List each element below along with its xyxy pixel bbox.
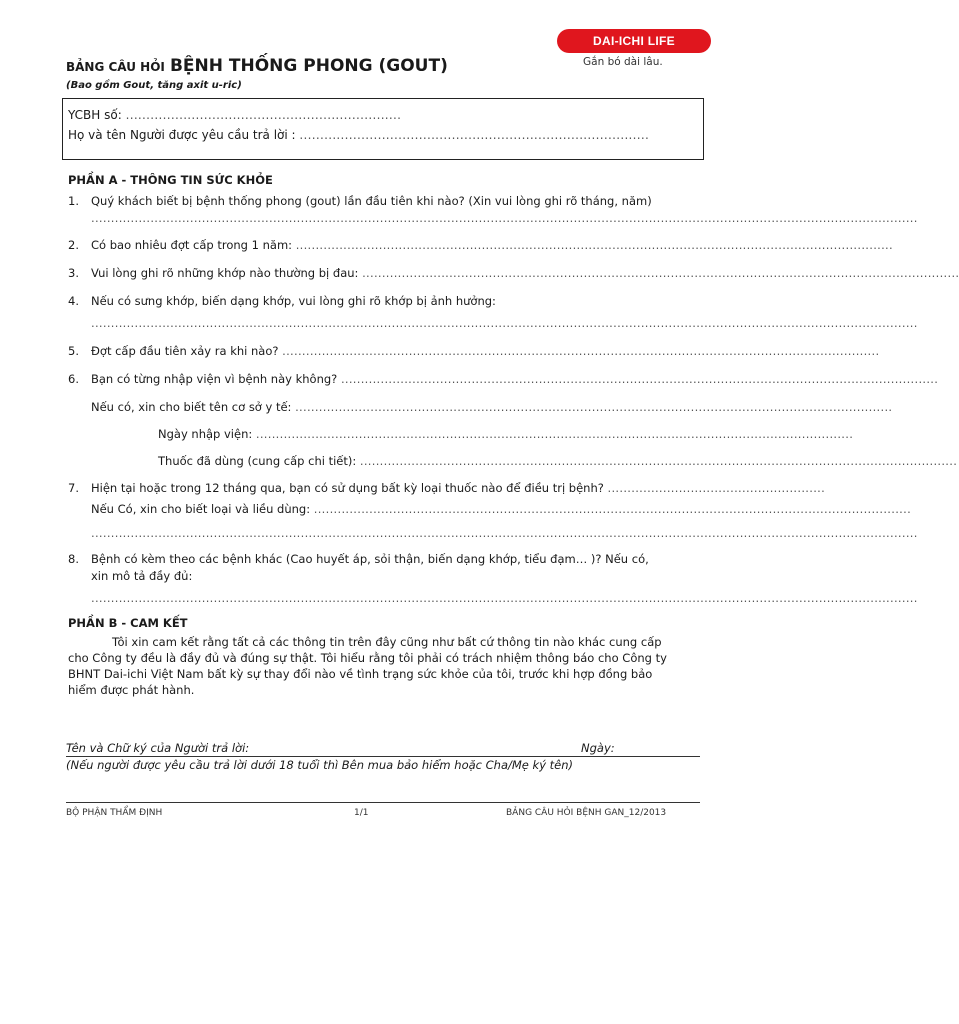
footer-form-code: BẢNG CÂU HỎI BỆNH GAN_12/2013 [506,808,667,818]
respondent-name-field[interactable] [68,128,649,142]
q8-number: 8. [68,552,79,566]
q6-admission-date-dots: ....................................................................................................................................................... [255,427,854,441]
q3-text: Vui lòng ghi rõ những khớp nào thường bị đau: [91,266,359,280]
q6-admission-date-label: Ngày nhập viện: [158,427,253,441]
commitment-line-1: Tôi xin cam kết rằng tất cả các thông tin trên đây cũng như bất cứ thông tin nào khác cung cấp [112,635,662,649]
q8-text-line2: xin mô tả đầy đủ: [91,569,193,583]
q6-number: 6. [68,372,79,386]
title-prefix: BẢNG CÂU HỎI [66,60,165,74]
q3-answer-line: ....................................................................................................................................................... [362,266,959,280]
q5-number: 5. [68,344,79,358]
q3-number: 3. [68,266,79,280]
ycbh-label: YCBH số: [68,108,122,122]
title-main: BỆNH THỐNG PHONG (GOUT) [169,56,448,76]
q2-number: 2. [68,238,79,252]
commitment-paragraph [68,634,702,698]
q6-medication-row[interactable] [158,454,958,468]
q7-number: 7. [68,481,79,495]
q6-admission-date-row[interactable] [158,427,854,441]
q2-answer-line: ....................................................................................................................................................... [295,238,893,252]
respondent-name-label: Họ và tên Người được yêu cầu trả lời : [68,128,296,142]
q7-dosage-row[interactable] [91,502,912,516]
section-b-title: PHẦN B - CAM KẾT [68,616,188,630]
q8-answer-line[interactable]: ................................................................................................................................................................................................................. [91,591,918,605]
q6-medication-label: Thuốc đã dùng (cung cấp chi tiết): [158,454,357,468]
commitment-line-4: hiểm được phát hành. [68,683,195,697]
q1-text: Quý khách biết bị bệnh thống phong (gout) lần đầu tiên khi nào? (Xin vui lòng ghi rõ tháng, năm) [91,194,652,208]
q4-text: Nếu có sưng khớp, biến dạng khớp, vui lòng ghi rõ khớp bị ảnh hưởng: [91,294,496,308]
q5-text: Đợt cấp đầu tiên xảy ra khi nào? [91,344,279,358]
q4-number: 4. [68,294,79,308]
page-subtitle: (Bao gồm Gout, tăng axit u-ric) [66,80,242,91]
q3-row[interactable] [91,266,959,280]
q7-extra-line[interactable]: ................................................................................................................................................................................................................. [91,526,918,540]
q7-row[interactable] [91,481,826,495]
footer-page-number: 1/1 [354,808,369,818]
q1-number: 1. [68,194,79,208]
signature-name-label[interactable]: Tên và Chữ ký của Người trả lời: [66,741,250,755]
q6-text: Bạn có từng nhập viện vì bệnh này không? [91,372,338,386]
q6-facility-dots: ....................................................................................................................................................... [295,400,893,414]
q2-text: Có bao nhiêu đợt cấp trong 1 năm: [91,238,293,252]
q5-answer-line: ....................................................................................................................................................... [282,344,880,358]
q7-dosage-dots: ....................................................................................................................................................... [313,502,912,516]
q6-answer-line: ....................................................................................................................................................... [340,372,939,386]
q8-text-line1: Bệnh có kèm theo các bệnh khác (Cao huyết áp, sỏi thận, biến dạng khớp, tiểu đạm… )? Nếu có, [91,552,649,566]
dai-ichi-life-logo: DAI-ICHI LIFE [557,29,711,53]
q6-facility-row[interactable] [91,400,893,414]
commitment-line-2: cho Công ty đều là đầy đủ và đúng sự thật. Tôi hiểu rằng tôi phải có trách nhiệm thông báo cho Công ty [68,651,667,665]
q7-answer-line: ....................................................... [607,481,826,495]
ycbh-dots: ................................................................... [125,108,402,122]
q5-row[interactable] [91,344,880,358]
signature-line [66,756,700,757]
commitment-line-3: BHNT Dai-ichi Việt Nam bất kỳ sự thay đổi nào về tình trạng sức khỏe của tôi, trước khi hợp đồng bảo [68,667,653,681]
logo-slogan: Gắn bó dài lâu. [583,56,663,68]
q1-answer-line[interactable]: ................................................................................................................................................................................................................. [91,211,918,225]
signature-note: (Nếu người được yêu cầu trả lời dưới 18 tuổi thì Bên mua bảo hiểm hoặc Cha/Mẹ ký tên) [66,758,574,772]
ycbh-field[interactable] [68,108,401,122]
q7-dosage-label: Nếu Có, xin cho biết loại và liều dùng: [91,502,311,516]
respondent-name-dots: ..................................................................................... [299,128,650,142]
page-title [66,56,448,76]
q7-text: Hiện tại hoặc trong 12 tháng qua, bạn có sử dụng bất kỳ loại thuốc nào để điều trị bệnh? [91,481,604,495]
footer-divider [66,802,700,803]
q6-row[interactable] [91,372,939,386]
q6-medication-dots: ....................................................................................................................................................... [359,454,958,468]
q2-row[interactable] [91,238,893,252]
section-a-title: PHẦN A - THÔNG TIN SỨC KHỎE [68,173,273,187]
signature-date-label[interactable]: Ngày: [581,741,615,755]
q6-facility-label: Nếu có, xin cho biết tên cơ sở y tế: [91,400,292,414]
footer-department: BỘ PHẬN THẨM ĐỊNH [66,808,163,818]
q4-answer-line[interactable]: ................................................................................................................................................................................................................. [91,316,918,330]
